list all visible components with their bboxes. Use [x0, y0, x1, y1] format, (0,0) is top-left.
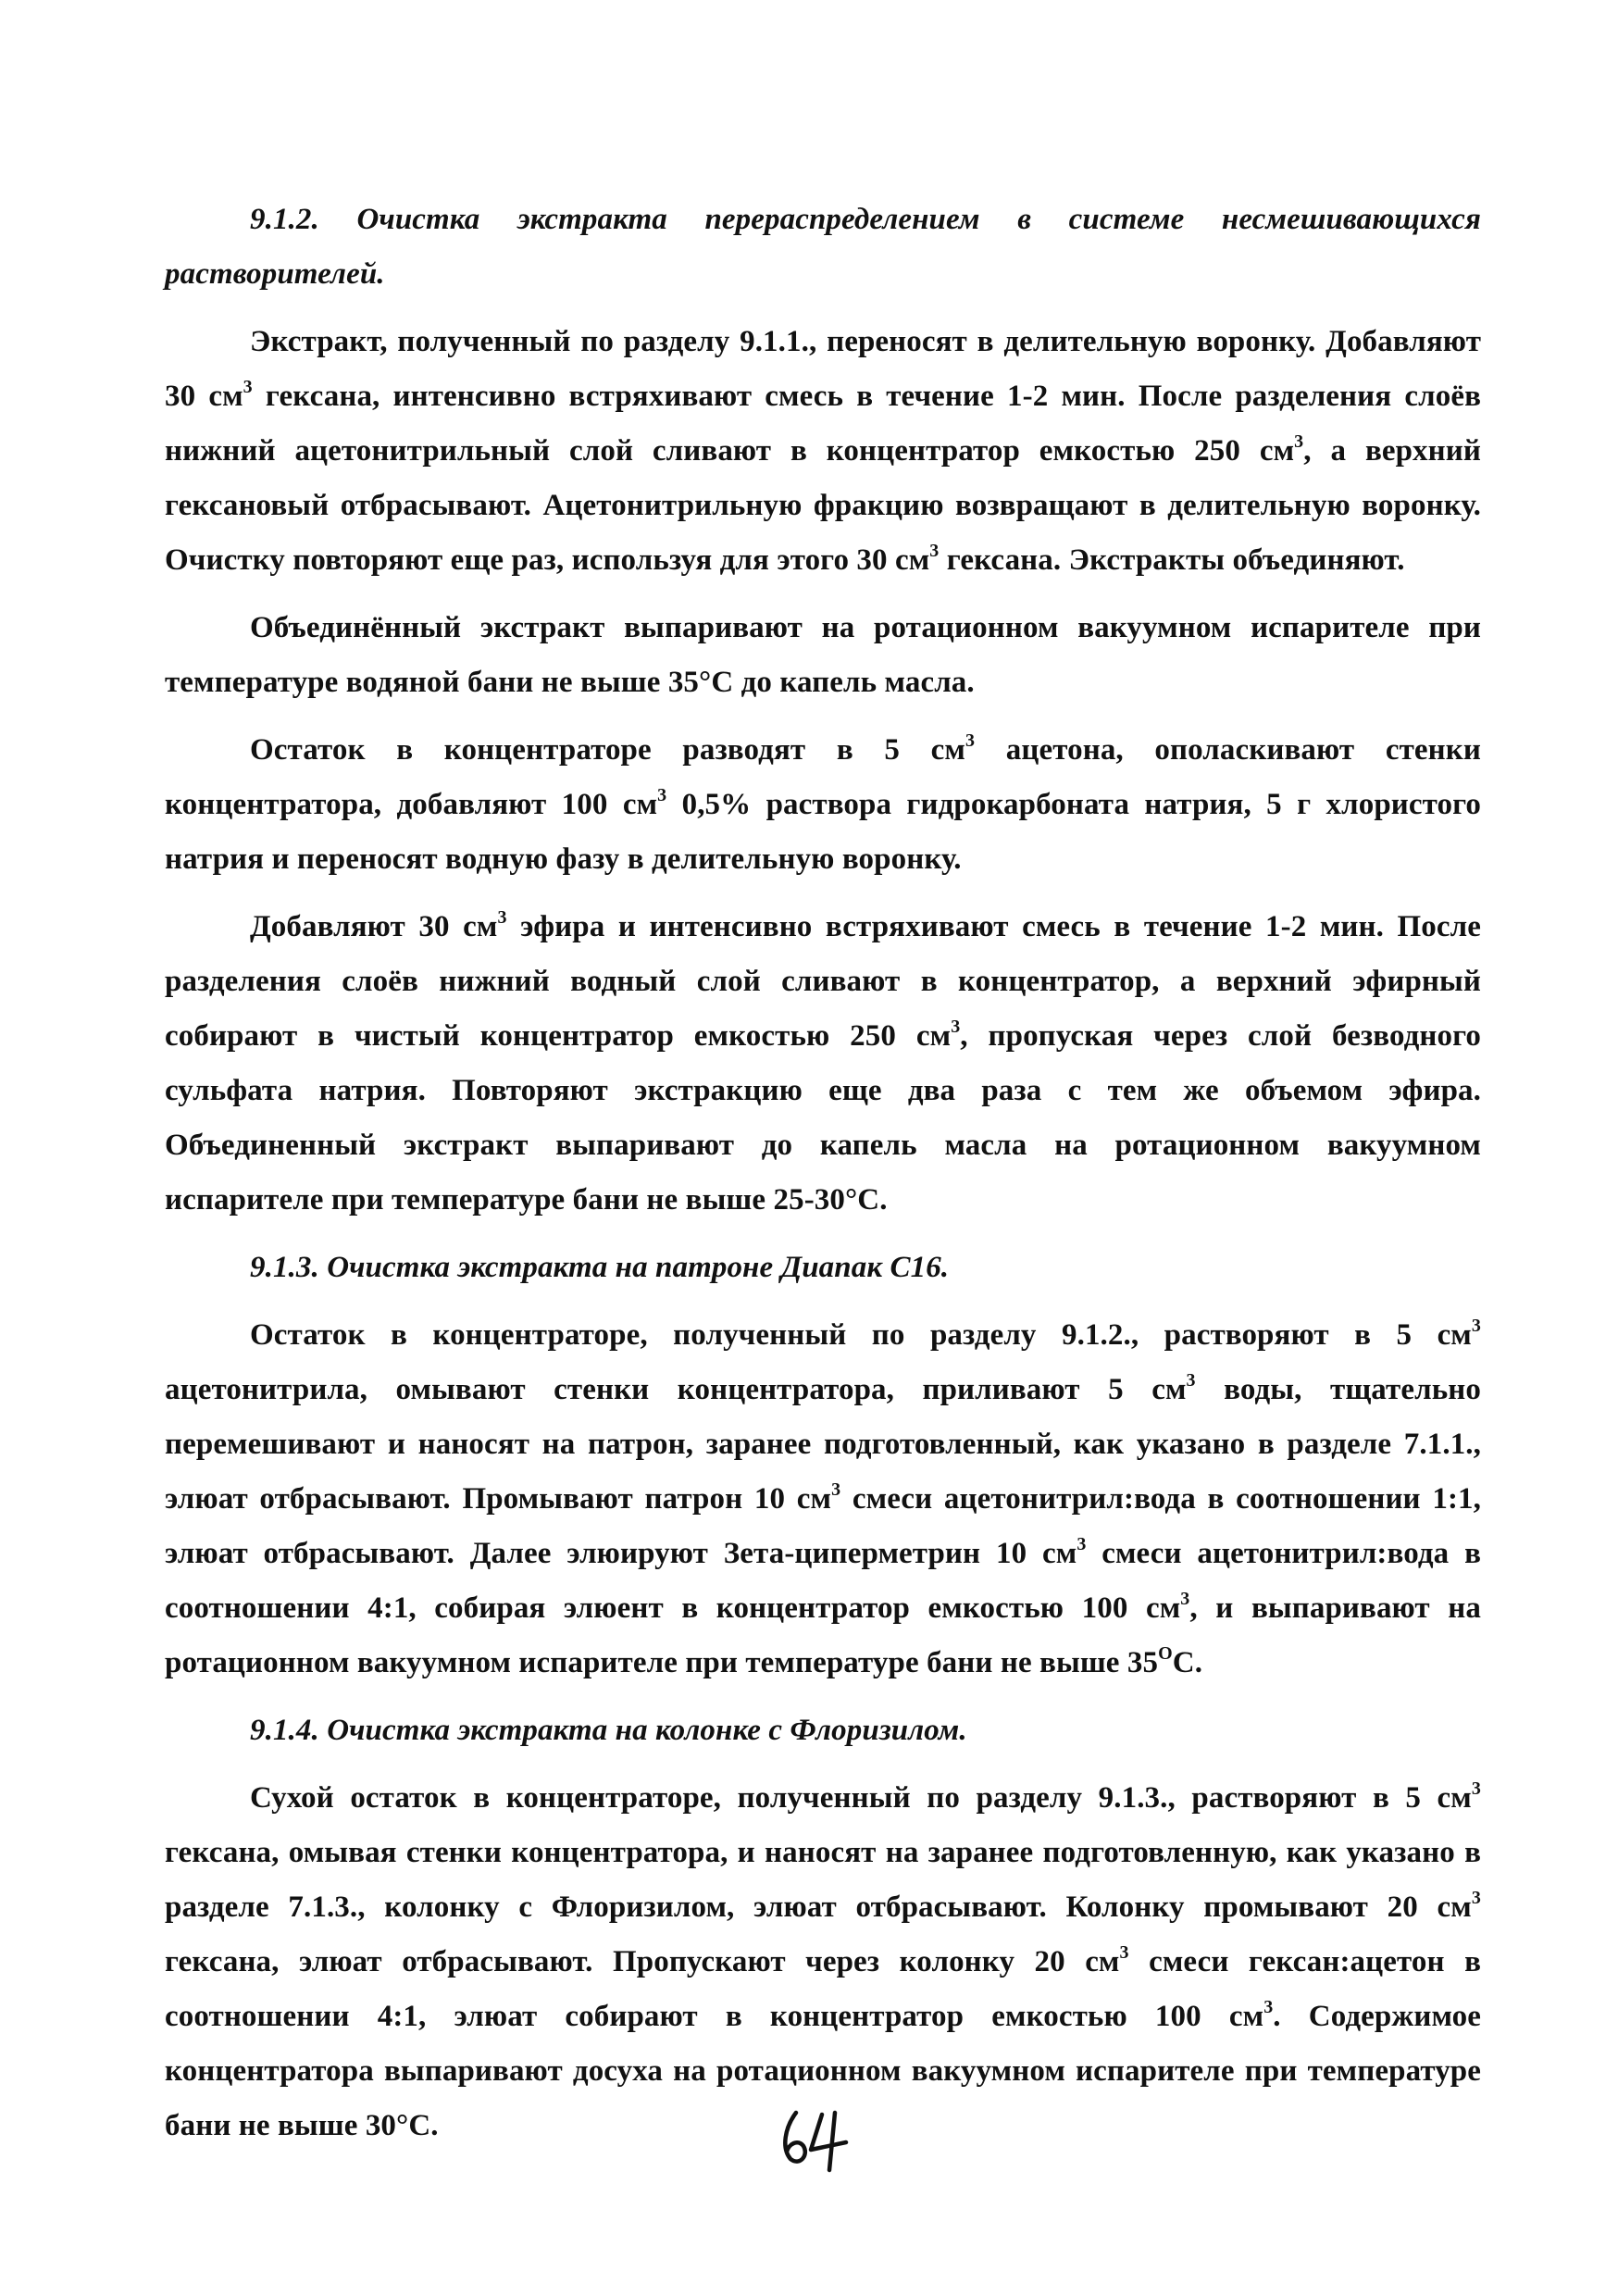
text-run: смеси ацетонитрил:вода в соотношении 4:1, собирая элюент в концентратор емкостью 100 см [165, 1537, 1481, 1625]
text-run: С. [1172, 1646, 1203, 1679]
text-run: Остаток в концентраторе, полученный по разделу 9.1.2., растворяют в 5 см [250, 1318, 1472, 1352]
superscript: 3 [1471, 1888, 1481, 1908]
superscript: 3 [1294, 431, 1304, 452]
superscript: 3 [1077, 1534, 1087, 1554]
body-paragraph [165, 315, 1481, 588]
superscript: O [1158, 1643, 1173, 1664]
superscript: 3 [951, 1017, 961, 1037]
text-run: Экстракт, полученный по разделу 9.1.1., переносят в делительную воронку. Добавляют 30 см [165, 325, 1481, 413]
section-heading: 9.1.4. Очистка экстракта на колонке с Флоризилом. [250, 1714, 967, 1747]
text-run: смеси ацетонитрил:вода в соотношении 1:1, элюат отбрасывают. Далее элюируют Зета-циперметрин 10 см [165, 1482, 1481, 1570]
superscript: 3 [1180, 1589, 1190, 1609]
text-run: . Содержимое концентратора выпаривают досуха на ротационном вакуумном испарителе при температуре бани не выше 30°С. [165, 2000, 1481, 2142]
handwritten-page-number [768, 2094, 870, 2177]
text-run: ацетона, ополаскивают стенки концентратора, добавляют 100 см [165, 733, 1482, 821]
section-heading: 9.1.2. Очистка экстракта перераспределением в системе несмешивающихся растворителей. [165, 203, 1481, 291]
body-paragraph [165, 601, 1481, 710]
body-paragraph [165, 900, 1481, 1228]
text-run: смеси гексан:ацетон в соотношении 4:1, элюат собирают в концентратор емкостью 100 см [165, 1945, 1481, 2033]
text-run: Остаток в концентраторе разводят в 5 см [250, 733, 966, 767]
text-run: гексана, интенсивно встряхивают смесь в течение 1-2 мин. После разделения слоёв нижний ацетонитрильный слой сливают в концентратор емкостью 250 см [165, 380, 1481, 468]
text-run: гексана, омывая стенки концентратора, и наносят на заранее подготовленную, как указано в разделе 7.1.3., колонку с Флоризилом, элюат отбрасывают. Колонку промывают 20 см [165, 1836, 1481, 1924]
superscript: 3 [1263, 1997, 1274, 2017]
text-run: гексана, элюат отбрасывают. Пропускают через колонку 20 см [165, 1945, 1120, 1978]
text-run: , а верхний гексановый отбрасывают. Ацетонитрильную фракцию возвращают в делительную воронку. Очистку повторяют еще раз, используя для этого 30 см [165, 434, 1481, 577]
superscript: 3 [1119, 1942, 1129, 1963]
superscript: 3 [1186, 1370, 1196, 1391]
superscript: 3 [243, 377, 253, 397]
superscript: 3 [497, 907, 507, 928]
text-run: Объединённый экстракт выпаривают на ротационном вакуумном испарителе при температуре водяной бани не выше 35°С до капель масла. [165, 611, 1481, 699]
text-run: эфира и интенсивно встряхивают смесь в течение 1-2 мин. После разделения слоёв нижний водный слой сливают в концентратор, а верхний эфирный собирают в чистый концентратор емкостью 250 см [165, 910, 1481, 1053]
superscript: 3 [657, 785, 667, 805]
text-run: 0,5% раствора гидрокарбоната натрия, 5 г хлористого натрия и переносят водную фазу в делительную воронку. [165, 788, 1482, 876]
text-run: , пропуская через слой безводного сульфата натрия. Повторяют экстракцию еще два раза с тем же объемом эфира. Объединенный экстракт выпаривают до капель масла на ротационном вакуумном испарителе при температуре бани не выше 25-30°С. [165, 1019, 1481, 1217]
superscript: 3 [965, 730, 976, 751]
text-run: гексана. Экстракты объединяют. [939, 543, 1405, 577]
superscript: 3 [929, 541, 940, 561]
document-body [165, 193, 1481, 2153]
superscript: 3 [1471, 1778, 1481, 1799]
section-heading: 9.1.3. Очистка экстракта на патроне Диапак С16. [250, 1251, 950, 1284]
body-paragraph [165, 1308, 1481, 1691]
text-run: воды, тщательно перемешивают и наносят на патрон, заранее подготовленный, как указано в разделе 7.1.1., элюат отбрасывают. Промывают патрон 10 см [165, 1373, 1481, 1516]
text-run: Добавляют 30 см [250, 910, 498, 943]
superscript: 3 [1471, 1316, 1481, 1336]
superscript: 3 [831, 1479, 841, 1500]
text-run: , и выпаривают на ротационном вакуумном испарителе при температуре бани не выше 35 [165, 1591, 1481, 1679]
body-paragraph [165, 723, 1481, 887]
text-run: ацетонитрила, омывают стенки концентратора, приливают 5 см [165, 1373, 1187, 1406]
text-run: Сухой остаток в концентраторе, полученный по разделу 9.1.3., растворяют в 5 см [250, 1781, 1472, 1815]
